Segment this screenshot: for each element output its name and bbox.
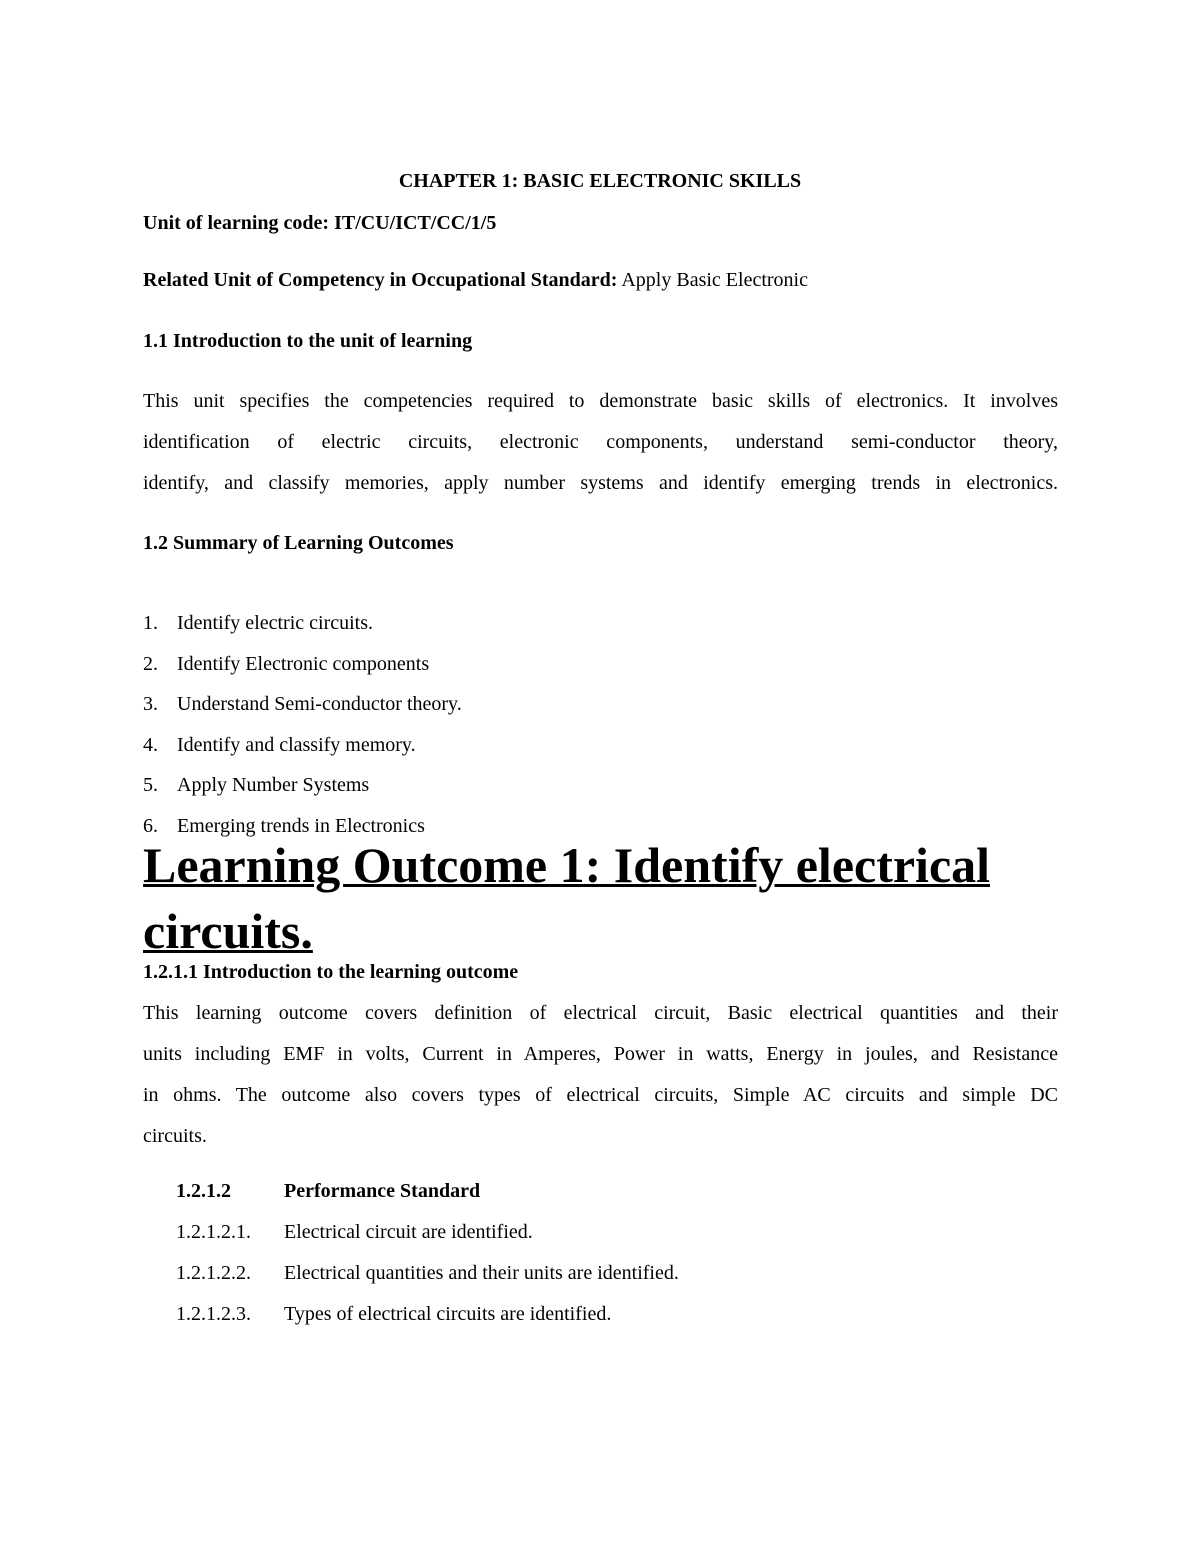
intro-line: identify, and classify memories, apply number systems and identify emerging trends in electronics.	[143, 472, 1058, 494]
perf-item-number: 1.2.1.2.1.	[176, 1221, 251, 1243]
perf-item-number: 1.2.1.2.3.	[176, 1303, 251, 1325]
unit-code	[143, 212, 496, 235]
related-unit	[143, 269, 808, 292]
lo-intro-line: circuits.	[143, 1125, 207, 1147]
outcome-item: Understand Semi-conductor theory.	[177, 693, 462, 716]
summary-heading: 1.2 Summary of Learning Outcomes	[143, 532, 454, 554]
related-label: Related Unit of Competency in Occupational Standard:	[143, 269, 618, 291]
related-value: Apply Basic Electronic	[621, 269, 808, 291]
learning-outcome-heading-cont: circuits.	[143, 903, 313, 959]
intro-heading: 1.1 Introduction to the unit of learning	[143, 330, 473, 352]
outcome-number: 1.	[143, 612, 158, 634]
outcome-item: Apply Number Systems	[177, 774, 370, 797]
outcome-number: 4.	[143, 733, 158, 756]
outcome-number: 5.	[143, 774, 158, 797]
perf-heading: Performance Standard	[284, 1180, 481, 1202]
chapter-title: CHAPTER 1: BASIC ELECTRONIC SKILLS	[398, 170, 802, 192]
perf-num: 1.2.1.2	[176, 1180, 231, 1202]
outcome-item: Emerging trends in Electronics	[177, 815, 425, 837]
perf-item: Types of electrical circuits are identified.	[284, 1303, 612, 1325]
outcome-number: 3.	[143, 693, 158, 716]
perf-item: Electrical quantities and their units are identified.	[284, 1262, 679, 1284]
lo-intro-line: This learning outcome covers definition of electrical circuit, Basic electrical quantities and their	[143, 1002, 1058, 1024]
perf-item: Electrical circuit are identified.	[284, 1221, 533, 1243]
unit-code-label: Unit of learning code:	[143, 212, 330, 234]
outcome-item: Identify electric circuits.	[177, 612, 374, 634]
lo-intro-line: units including EMF in volts, Current in Amperes, Power in watts, Energy in joules, and Resistance	[143, 1043, 1058, 1065]
outcome-number: 6.	[143, 815, 158, 837]
intro-line: This unit specifies the competencies required to demonstrate basic skills of electronics. It involves	[143, 390, 1058, 412]
lo-intro-heading: 1.2.1.1 Introduction to the learning outcome	[143, 961, 519, 983]
perf-item-number: 1.2.1.2.2.	[176, 1262, 251, 1284]
outcome-number: 2.	[143, 652, 158, 675]
intro-line: identification of electric circuits, electronic components, understand semi-conductor theory,	[143, 431, 1058, 453]
learning-outcome-heading: Learning Outcome 1: Identify electrical	[143, 837, 991, 893]
outcome-item: Identify Electronic components	[177, 652, 430, 675]
unit-code-value: IT/CU/ICT/CC/1/5	[334, 212, 497, 234]
lo-intro-line: in ohms. The outcome also covers types of electrical circuits, Simple AC circuits and simple DC	[143, 1084, 1058, 1106]
outcome-item: Identify and classify memory.	[177, 733, 416, 756]
